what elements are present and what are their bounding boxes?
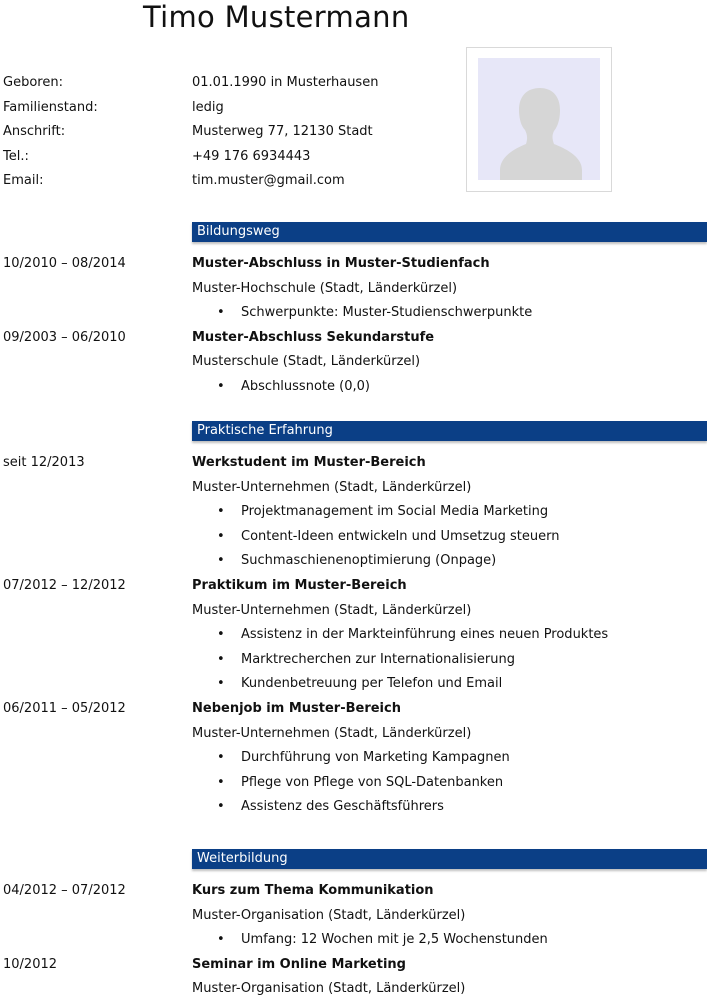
entry-org-row xyxy=(0,350,707,375)
personal-row-email xyxy=(0,169,707,194)
bullet-row xyxy=(0,672,707,697)
entry-date: 07/2012 – 12/2012 xyxy=(3,578,126,593)
bullet-text: Marktrecherchen zur Internationalisierung xyxy=(241,651,515,667)
personal-label: Geboren: xyxy=(3,75,63,90)
entry-row xyxy=(0,326,707,351)
bullet-row xyxy=(0,648,707,673)
bullet-icon: • xyxy=(217,932,225,948)
personal-row-phone xyxy=(0,145,707,170)
cv-name: Timo Mustermann xyxy=(143,0,410,34)
bullet-text: Content-Ideen entwickeln und Umsetzug steuern xyxy=(241,528,560,544)
bullet-icon: • xyxy=(217,774,225,790)
personal-label: Anschrift: xyxy=(3,124,66,140)
entry-date: seit 12/2013 xyxy=(3,455,85,470)
entry-organization: Muster-Organisation (Stadt, Länderkürzel) xyxy=(192,981,466,997)
entry-date: 10/2010 – 08/2014 xyxy=(3,256,126,271)
entry-org-row xyxy=(0,277,707,302)
bullet-row xyxy=(0,549,707,574)
bullet-icon: • xyxy=(217,651,225,667)
bullet-row xyxy=(0,301,707,326)
personal-label: Tel.: xyxy=(3,148,29,164)
bullet-text: Schwerpunkte: Muster-Studienschwerpunkte xyxy=(241,305,533,321)
entry-org-row xyxy=(0,977,707,1000)
entry-title: Praktikum im Muster-Bereich xyxy=(192,578,407,593)
entry-org-row xyxy=(0,476,707,501)
bullet-text: Projektmanagement im Social Media Marketing xyxy=(241,504,549,520)
personal-row-birth xyxy=(0,71,707,96)
bullet-row xyxy=(0,623,707,648)
entry-title: Werkstudent im Muster-Bereich xyxy=(192,455,426,470)
entry-row xyxy=(0,574,707,599)
bullet-icon: • xyxy=(217,379,225,394)
personal-value[interactable]: tim.muster@gmail.com xyxy=(192,173,345,189)
entry-date: 09/2003 – 06/2010 xyxy=(3,329,126,345)
entry-title: Nebenjob im Muster-Bereich xyxy=(192,701,401,716)
bullet-icon: • xyxy=(217,305,225,321)
bullet-row xyxy=(0,500,707,525)
entry-title: Seminar im Online Marketing xyxy=(192,956,406,972)
personal-value: ledig xyxy=(192,99,224,115)
bullet-row xyxy=(0,746,707,771)
entry-title: Muster-Abschluss Sekundarstufe xyxy=(192,329,435,345)
bullet-text: Pflege von Pflege von SQL-Datenbanken xyxy=(241,774,504,790)
entry-organization: Muster-Organisation (Stadt, Länderkürzel) xyxy=(192,907,466,923)
bullet-row xyxy=(0,795,707,820)
bullet-row xyxy=(0,771,707,796)
bullet-text: Abschlussnote (0,0) xyxy=(241,379,370,394)
section-header: Bildungsweg xyxy=(192,222,707,242)
section-header: Praktische Erfahrung xyxy=(192,421,707,441)
entry-organization: Muster-Unternehmen (Stadt, Länderkürzel) xyxy=(192,725,472,741)
bullet-icon: • xyxy=(217,504,225,520)
bullet-text: Durchführung von Marketing Kampagnen xyxy=(241,750,510,766)
bullet-text: Assistenz des Geschäftsführers xyxy=(241,799,444,815)
entry-org-row xyxy=(0,599,707,624)
bullet-icon: • xyxy=(217,799,225,815)
bullet-icon: • xyxy=(217,676,225,692)
entry-row xyxy=(0,879,707,904)
bullet-text: Assistenz in der Markteinführung eines neuen Produktes xyxy=(241,627,609,643)
entry-organization: Muster-Unternehmen (Stadt, Länderkürzel) xyxy=(192,602,472,618)
entry-org-row xyxy=(0,904,707,929)
bullet-icon: • xyxy=(217,750,225,766)
personal-value: 01.01.1990 in Musterhausen xyxy=(192,75,379,90)
entry-row xyxy=(0,252,707,277)
section-header: Weiterbildung xyxy=(192,849,707,869)
entry-title: Kurs zum Thema Kommunikation xyxy=(192,883,434,898)
bullet-text: Suchmaschienenoptimierung (Onpage) xyxy=(241,553,497,569)
entry-org-row xyxy=(0,722,707,747)
bullet-icon: • xyxy=(217,553,225,569)
entry-organization: Muster-Unternehmen (Stadt, Länderkürzel) xyxy=(192,479,472,495)
bullet-text: Umfang: 12 Wochen mit je 2,5 Wochenstunden xyxy=(241,932,548,948)
bullet-row xyxy=(0,928,707,953)
personal-row-status xyxy=(0,96,707,121)
entry-row xyxy=(0,697,707,722)
entry-date: 04/2012 – 07/2012 xyxy=(3,883,126,898)
bullet-row xyxy=(0,525,707,550)
entry-title: Muster-Abschluss in Muster-Studienfach xyxy=(192,256,490,271)
entry-date: 10/2012 xyxy=(3,956,58,972)
bullet-row xyxy=(0,375,707,400)
personal-value: +49 176 6934443 xyxy=(192,148,311,164)
bullet-icon: • xyxy=(217,528,225,544)
bullet-icon: • xyxy=(217,627,225,643)
personal-label: Email: xyxy=(3,173,44,189)
entry-row xyxy=(0,953,707,978)
personal-label: Familienstand: xyxy=(3,99,98,115)
personal-value: Musterweg 77, 12130 Stadt xyxy=(192,124,373,140)
bullet-text: Kundenbetreuung per Telefon und Email xyxy=(241,676,503,692)
entry-organization: Musterschule (Stadt, Länderkürzel) xyxy=(192,354,421,370)
entry-organization: Muster-Hochschule (Stadt, Länderkürzel) xyxy=(192,280,458,296)
personal-row-address xyxy=(0,120,707,145)
entry-date: 06/2011 – 05/2012 xyxy=(3,701,126,716)
entry-row xyxy=(0,451,707,476)
